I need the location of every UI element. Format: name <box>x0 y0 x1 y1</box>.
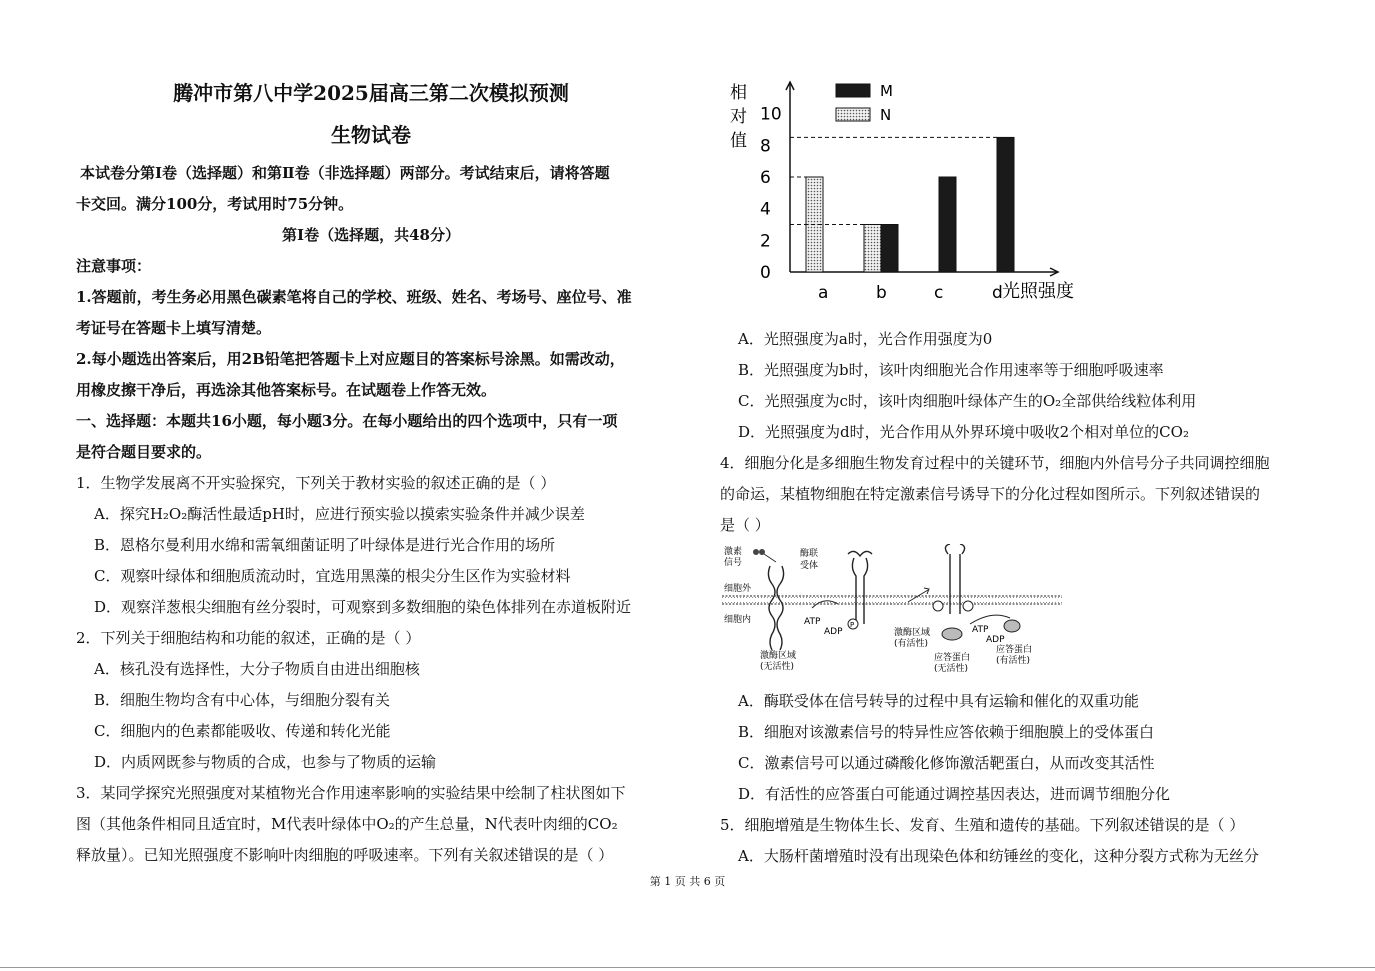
y-axis-label: 对 <box>730 107 747 127</box>
x-tick-label: b <box>876 283 887 303</box>
section-heading: 是符合题目要求的。 <box>76 443 212 461</box>
receptor-label: 酶联 <box>800 549 819 559</box>
response-active-label: 应答蛋白 <box>996 645 1033 655</box>
question-4-option-c: C．激素信号可以通过磷酸化修饰激活靶蛋白，从而改变其活性 <box>738 754 1155 772</box>
y-tick-label: 10 <box>760 104 782 125</box>
bar-M-d <box>997 137 1014 272</box>
signal-diagram <box>720 544 1080 674</box>
question-4-stem: 是（ ） <box>720 516 770 534</box>
question-3-stem: 图（其他条件相同且适宜时，M代表叶绿体中O₂的产生总量，N代表叶肉细的CO₂ <box>76 815 618 833</box>
right-column-q4-q5 <box>720 686 1310 872</box>
bar-M-c <box>939 177 956 272</box>
question-2-stem: 2．下列关于细胞结构和功能的叙述，正确的是（ ） <box>76 629 421 647</box>
cell-membrane <box>722 594 1062 606</box>
legend-swatch-M <box>836 84 870 97</box>
legend-label-N: N <box>880 106 892 124</box>
exam-subtitle: 生物试卷 <box>331 123 411 147</box>
question-3-option-c: C．光照强度为c时，该叶肉细胞叶绿体产生的O₂全部供给线粒体利用 <box>738 392 1197 410</box>
receptor-inactive <box>768 566 783 650</box>
bar-chart <box>720 70 1100 320</box>
question-5-option-a: A．大肠杆菌增殖时没有出现染色体和纺锤丝的变化，这种分裂方式称为无丝分 <box>738 847 1259 865</box>
question-2-option-b: B．细胞生物均含有中心体，与细胞分裂有关 <box>94 691 391 709</box>
question-5-stem: 5．细胞增殖是生物体生长、发育、生殖和遗传的基础。下列叙述错误的是（ ） <box>720 816 1245 834</box>
kinase-inactive-label: (无活性) <box>760 662 795 672</box>
x-axis-label: 光照强度 <box>1002 281 1074 302</box>
y-tick-label: 2 <box>760 231 771 252</box>
adp-label: ADP <box>824 627 843 637</box>
left-column <box>76 76 666 871</box>
kinase-inactive-label: 激酶区域 <box>760 651 797 661</box>
exam-title: 腾冲市第八中学2025届高三第二次模拟预测 <box>173 81 569 105</box>
y-tick-label: 4 <box>760 199 771 220</box>
kinase-active-label: 激酶区域 <box>894 628 931 638</box>
legend-swatch-N <box>836 108 870 121</box>
y-axis-label: 值 <box>730 131 747 151</box>
y-tick-label: 6 <box>760 168 771 188</box>
question-2-option-c: C．细胞内的色素都能吸收、传递和转化光能 <box>94 722 391 740</box>
response-active-label: (有活性) <box>996 656 1031 666</box>
atp-label: ATP <box>804 617 821 627</box>
question-4-stem: 4．细胞分化是多细胞生物发育过程中的关键环节，细胞内外信号分子共同调控细胞 <box>720 454 1270 472</box>
intro-line-2: 卡交回。满分100分，考试用时75分钟。 <box>76 195 354 213</box>
y-axis-label: 相 <box>730 83 747 103</box>
y-tick-label: 8 <box>760 136 771 157</box>
part1-heading: 第Ⅰ卷（选择题，共48分） <box>282 226 460 244</box>
note-line: 2.每小题选出答案后，用2B铅笔把答题卡上对应题目的答案标号涂黑。如需改动， <box>76 350 625 368</box>
inside-label: 细胞内 <box>724 615 752 625</box>
question-4-option-a: A．酶联受体在信号转导的过程中具有运输和催化的双重功能 <box>738 692 1139 710</box>
response-inactive-label: 应答蛋白 <box>934 653 971 663</box>
signal-label: 激素 <box>724 547 743 557</box>
kinase-active-label: (有活性) <box>894 639 929 649</box>
receptor-dimer <box>848 551 872 624</box>
question-2-option-a: A．核孔没有选择性，大分子物质自由进出细胞核 <box>94 660 420 678</box>
section-heading: 一、选择题：本题共16小题，每小题3分。在每小题给出的四个选项中，只有一项 <box>76 412 618 430</box>
notes-heading: 注意事项： <box>76 257 152 275</box>
x-tick-label: d <box>992 283 1003 303</box>
question-4-option-b: B．细胞对该激素信号的特异性应答依赖于细胞膜上的受体蛋白 <box>738 723 1155 741</box>
response-protein-inactive <box>942 628 962 640</box>
note-line: 用橡皮擦干净后，再选涂其他答案标号。在试题卷上作答无效。 <box>76 381 497 399</box>
signal-label: 信号 <box>724 558 743 568</box>
question-3-option-b: B．光照强度为b时，该叶肉细胞光合作用速率等于细胞呼吸速率 <box>738 361 1164 379</box>
question-4-stem: 的命运，某植物细胞在特定激素信号诱导下的分化过程如图所示。下列叙述错误的 <box>720 485 1261 503</box>
intro-line-1: 本试卷分第Ⅰ卷（选择题）和第Ⅱ卷（非选择题）两部分。考试结束后，请将答题 <box>80 164 610 182</box>
question-3-stem: 释放量）。已知光照强度不影响叶肉细胞的呼吸速率。下列有关叙述错误的是（ ） <box>76 846 614 864</box>
page-footer: 第 1 页 共 6 页 <box>649 875 726 888</box>
question-4-option-d: D．有活性的应答蛋白可能通过调控基因表达，进而调节细胞分化 <box>738 785 1171 803</box>
question-1-option-d: D．观察洋葱根尖细胞有丝分裂时，可观察到多数细胞的染色体排列在赤道板附近 <box>94 598 632 616</box>
question-1-option-c: C．观察叶绿体和细胞质流动时，宜选用黑藻的根尖分生区作为实验材料 <box>94 567 571 585</box>
bar-M-b <box>881 225 898 273</box>
question-1-stem: 1．生物学发展离不开实验探究，下列关于教材实验的叙述正确的是（ ） <box>76 474 556 492</box>
bar-N-b <box>864 225 881 273</box>
response-inactive-label: (无活性) <box>934 664 969 674</box>
question-1-option-a: A．探究H₂O₂酶活性最适pH时，应进行预实验以摸索实验条件并减少误差 <box>94 505 585 523</box>
atp-label-2: ATP <box>972 625 989 635</box>
phosphate-label: P <box>850 621 855 629</box>
question-3-option-a: A．光照强度为a时，光合作用强度为0 <box>738 330 993 348</box>
question-3-option-d: D．光照强度为d时，光合作用从外界环境中吸收2个相对单位的CO₂ <box>738 423 1189 441</box>
adp-label-2: ADP <box>986 635 1005 645</box>
receptor-label: 受体 <box>800 561 819 571</box>
response-protein-active <box>1004 620 1020 632</box>
question-2-option-d: D．内质网既参与物质的合成，也参与了物质的运输 <box>94 753 437 771</box>
legend-label-M: M <box>880 82 893 100</box>
x-tick-label: a <box>818 283 829 303</box>
outside-label: 细胞外 <box>724 584 752 594</box>
question-3-stem: 3．某同学探究光照强度对某植物光合作用速率影响的实验结果中绘制了柱状图如下 <box>76 784 626 802</box>
right-column-q3 <box>720 324 1310 541</box>
note-line: 1.答题前，考生务必用黑色碳素笔将自己的学校、班级、姓名、考场号、座位号、准 <box>76 288 632 306</box>
page-separator <box>0 967 1375 968</box>
question-1-option-b: B．恩格尔曼利用水绵和需氧细菌证明了叶绿体是进行光合作用的场所 <box>94 536 556 554</box>
y-tick-label: 0 <box>760 263 771 283</box>
note-line: 考证号在答题卡上填写清楚。 <box>76 319 272 337</box>
x-tick-label: c <box>934 283 944 303</box>
